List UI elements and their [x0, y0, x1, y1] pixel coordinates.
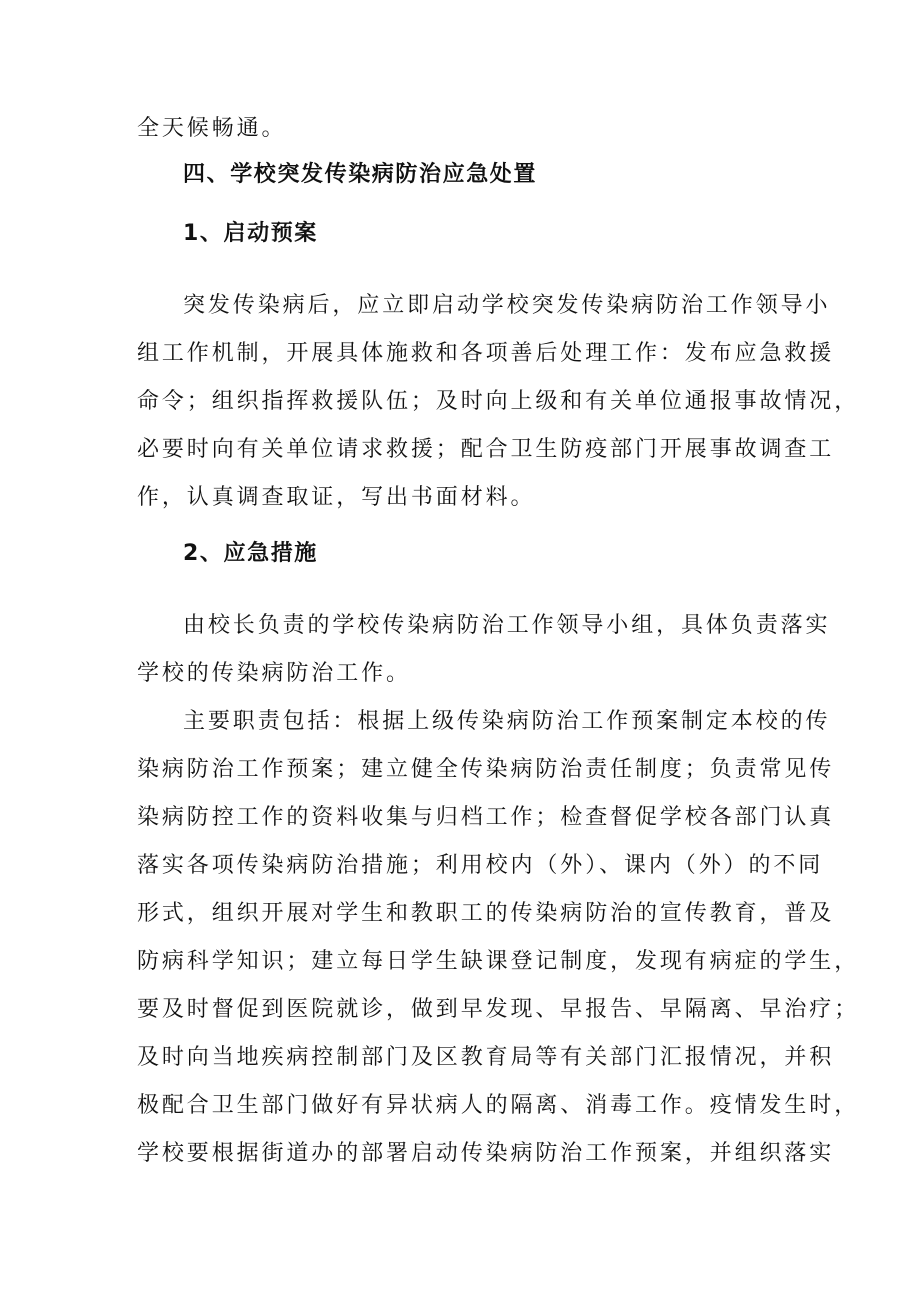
paragraph-line: 及时向当地疾病控制部门及区教育局等有关部门汇报情况，并积 [137, 1045, 835, 1070]
paragraph-line: 染病防控工作的资料收集与归档工作；检查督促学校各部门认真 [137, 805, 835, 830]
paragraph-line: 必要时向有关单位请求救援；配合卫生防疫部门开展事故调查工 [137, 437, 835, 462]
paragraph-line: 学校要根据街道办的部署启动传染病防治工作预案，并组织落实 [137, 1141, 835, 1166]
section-heading: 四、学校突发传染病防治应急处置 [183, 162, 538, 187]
paragraph-line: 学校的传染病防治工作。 [137, 661, 411, 686]
paragraph-line: 形式，组织开展对学生和教职工的传染病防治的宣传教育，普及 [137, 901, 835, 926]
paragraph-line: 主要职责包括：根据上级传染病防治工作预案制定本校的传 [183, 709, 831, 734]
paragraph-line: 防病科学知识；建立每日学生缺课登记制度，发现有病症的学生， [137, 949, 860, 974]
paragraph-line: 组工作机制，开展具体施救和各项善后处理工作：发布应急救援 [137, 341, 835, 366]
paragraph-line: 由校长负责的学校传染病防治工作领导小组，具体负责落实 [183, 613, 831, 638]
paragraph-line: 落实各项传染病防治措施；利用校内（外）、课内（外）的不同 [137, 853, 824, 878]
paragraph-line: 突发传染病后，应立即启动学校突发传染病防治工作领导小 [183, 293, 831, 318]
paragraph-line: 命令；组织指挥救援队伍；及时向上级和有关单位通报事故情况， [137, 389, 860, 414]
paragraph-line: 要及时督促到医院就诊，做到早发现、早报告、早隔离、早治疗； [137, 997, 860, 1022]
subsection-heading-2: 2、应急措施 [183, 541, 318, 566]
subsection-heading-1: 1、启动预案 [183, 221, 318, 246]
paragraph-line: 极配合卫生部门做好有异状病人的隔离、消毒工作。疫情发生时， [137, 1093, 860, 1118]
paragraph-line: 作，认真调查取证，写出书面材料。 [137, 485, 536, 510]
paragraph-line: 染病防治工作预案；建立健全传染病防治责任制度；负责常见传 [137, 757, 835, 782]
continuation-line: 全天候畅通。 [137, 116, 287, 141]
